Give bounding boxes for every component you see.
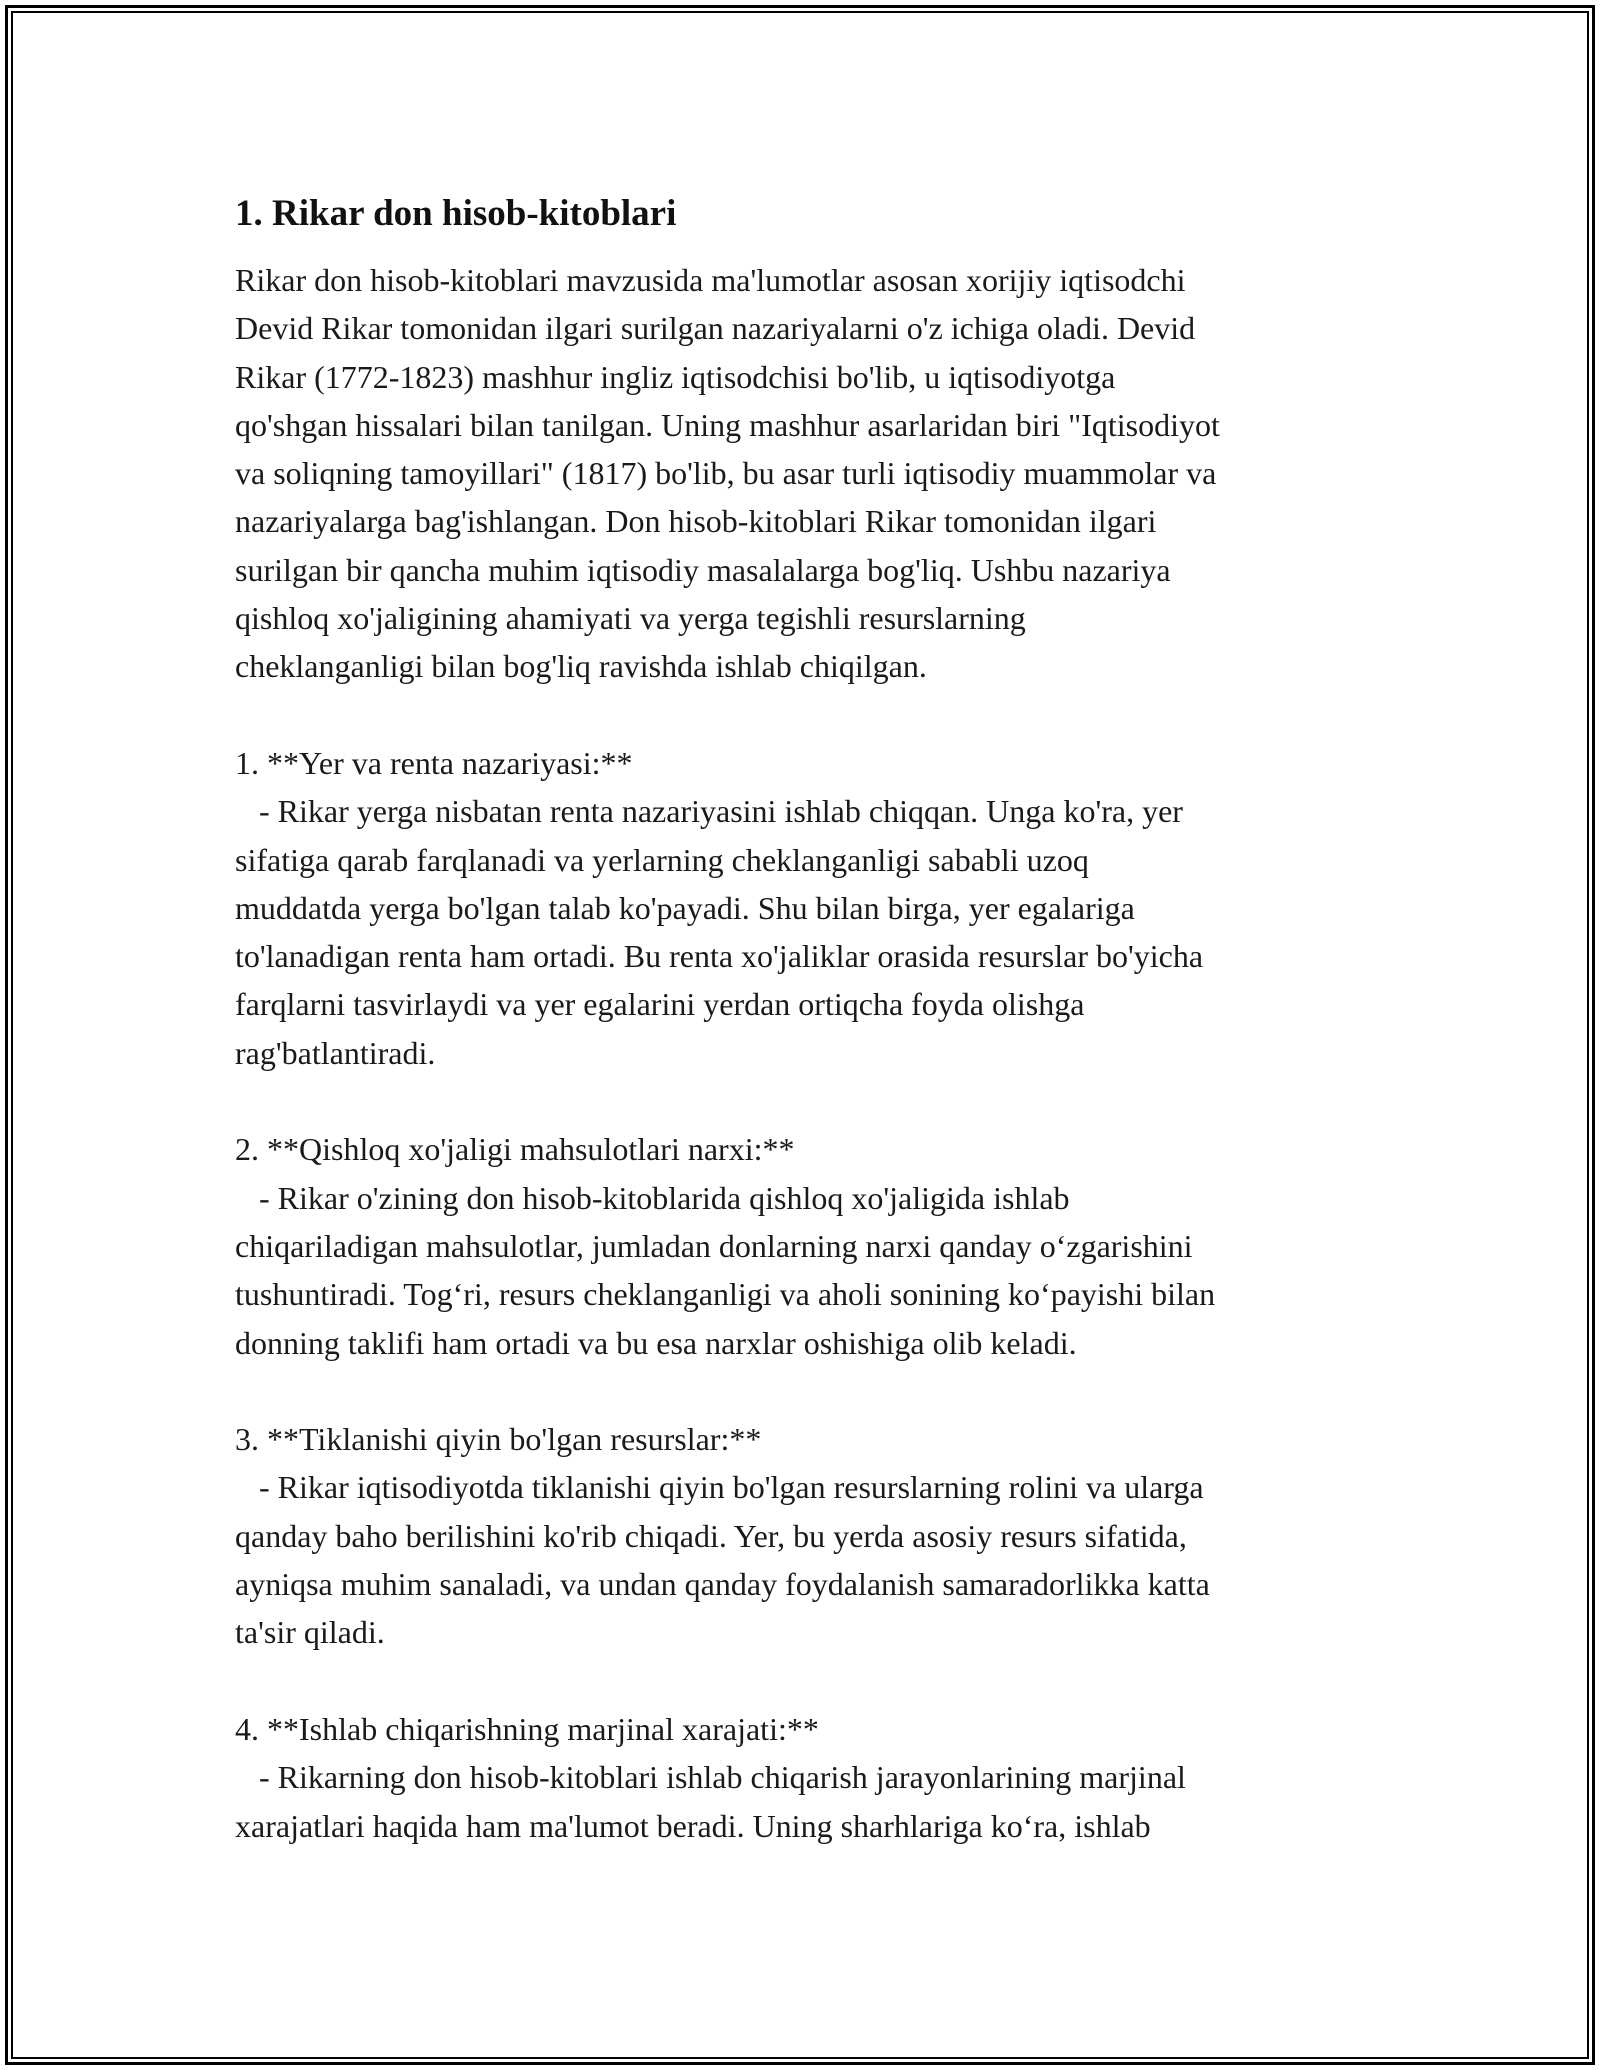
paragraph-gap xyxy=(235,1657,1375,1705)
section-title: 4. **Ishlab chiqarishning marjinal xarajati:** xyxy=(235,1710,819,1747)
section-title: 2. **Qishloq xo'jaligi mahsulotlari narxi:** xyxy=(235,1131,795,1168)
section-tiklanishi-qiyin xyxy=(235,1415,1375,1656)
section-body: - Rikar iqtisodiyotda tiklanishi qiyin bo'lgan resurslarning rolini va ularga qanday baho berilishini ko'rib chiqadi. Yer, bu yerda asosiy resurs sifatida, ayniqsa muhim sanaladi, va undan qanday foydalanish samaradorlikka katta ta'sir qiladi. xyxy=(235,1469,1210,1651)
document-body xyxy=(235,188,1375,1850)
document-heading: 1. Rikar don hisob-kitoblari xyxy=(235,193,677,234)
section-body: - Rikar yerga nisbatan renta nazariyasini ishlab chiqqan. Unga ko'ra, yer sifatiga qarab farqlanadi va yerlarning cheklanganligi sababli uzoq muddatda yerga bo'lgan talab ko'payadi. Shu bilan birga, yer egalariga to'lanadigan renta ham ortadi. Bu renta xo'jaliklar orasida resurslar bo'yicha farqlarni tasvirlaydi va yer egalarini yerdan ortiqcha foyda olishga rag'batlantiradi. xyxy=(235,793,1204,1071)
section-title: 1. **Yer va renta nazariyasi:** xyxy=(235,744,633,781)
paragraph-gap xyxy=(235,1077,1375,1125)
section-body: - Rikar o'zining don hisob-kitoblarida qishloq xo'jaligida ishlab chiqariladigan mahsulotlar, jumladan donlarning narxi qanday o‘zgarishini tushuntiradi. Tog‘ri, resurs cheklanganligi va aholi sonining ko‘payishi bilan donning taklifi ham ortadi va bu esa narxlar oshishiga olib keladi. xyxy=(235,1179,1216,1361)
section-marjinal-xarajat xyxy=(235,1705,1375,1850)
section-body: - Rikarning don hisob-kitoblari ishlab chiqarish jarayonlarining marjinal xarajatlari haqida ham ma'lumot beradi. Uning sharhlariga ko‘ra, ishlab xyxy=(235,1759,1186,1844)
intro-paragraph: Rikar don hisob-kitoblari mavzusida ma'lumotlar asosan xorijiy iqtisodchi Devid Rikar tomonidan ilgari surilgan nazariyalarni o'z ichiga oladi. Devid Rikar (1772-1823) mashhur ingliz iqtisodchisi bo'lib, u iqtisodiyotga qo'shgan hissalari bilan tanilgan. Uning mashhur asarlaridan biri "Iqtisodiyot va soliqning tamoyillari" (1817) bo'lib, bu asar turli iqtisodiy muammolar va nazariyalarga bag'ishlangan. Don hisob-kitoblari Rikar tomonidan ilgari surilgan bir qancha muhim iqtisodiy masalalarga bog'liq. Ushbu nazariya qishloq xo'jaligining ahamiyati va yerga tegishli resurslarning cheklanganligi bilan bog'liq ravishda ishlab chiqilgan. xyxy=(235,262,1220,685)
section-title: 3. **Tiklanishi qiyin bo'lgan resurslar:** xyxy=(235,1421,762,1458)
section-mahsulot-narxi xyxy=(235,1125,1375,1366)
paragraph-gap xyxy=(235,1367,1375,1415)
section-yer-renta xyxy=(235,739,1375,1077)
paragraph-gap xyxy=(235,691,1375,739)
